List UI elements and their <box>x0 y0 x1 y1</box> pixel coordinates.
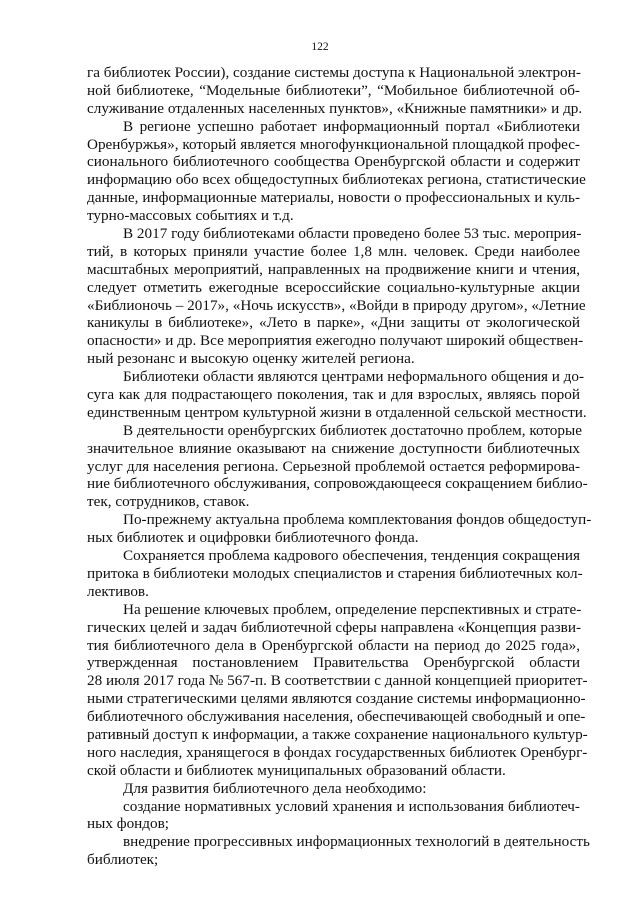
text-line: ными стратегическими целями являются создание системы информационно- <box>87 690 586 708</box>
text-line: тия библиотечного дела в Оренбургской области на период до 2025 года», <box>87 636 580 654</box>
text-line: опасности» и др. Все мероприятия ежегодно получают широкий обществен- <box>87 332 584 350</box>
text-line: единственным центром культурной жизни в отдаленной сельской местности. <box>87 403 587 421</box>
text-line: данные, информационные материалы, новости о профессиональных и куль- <box>87 189 580 207</box>
text-line: ние библиотечного обслуживания, сопровождающееся сокращением библио- <box>87 475 588 493</box>
text-line: Сохраняется проблема кадрового обеспечения, тенденция сокращения <box>123 547 580 565</box>
body-text <box>87 64 592 869</box>
text-line: лективов. <box>87 582 149 600</box>
text-line: информацию обо всех общедоступных библиотеках региона, статистические <box>87 171 586 189</box>
text-line: утвержденная постановлением Правительства Оренбургской области <box>87 654 580 672</box>
page-number: 122 <box>311 41 329 53</box>
text-line: В регионе успешно работает информационный портал «Библиотеки <box>123 117 580 135</box>
text-line: Для развития библиотечного дела необходимо: <box>123 779 427 797</box>
text-line: следует отметить ежегодные всероссийские социально-культурные акции <box>87 278 580 296</box>
text-line: создание нормативных условий хранения и использования библиотеч- <box>123 797 580 815</box>
text-line: библиотек; <box>87 851 159 869</box>
text-line: га библиотек России), создание системы доступа к Национальной электрон- <box>87 64 581 81</box>
text-line: 28 июля 2017 года № 567-п. В соответствии с данной концепцией приоритет- <box>87 672 588 690</box>
text-line: служивание отдаленных населенных пунктов», «Книжные памятники» и др. <box>87 99 583 117</box>
text-line: «Библионочь – 2017», «Ночь искусств», «Войди в природу другом», «Летние <box>87 296 586 314</box>
text-line: ной библиотеке, “Модельные библиотеки”, “Мобильное библиотечной об- <box>87 81 580 99</box>
text-line: масштабных мероприятий, направленных на продвижение книги и чтения, <box>87 260 580 278</box>
text-line: значительное влияние оказывают на снижение доступности библиотечных <box>87 439 580 457</box>
text-line: турно-массовых событиях и т.д. <box>87 207 294 225</box>
text-line: тек, сотрудников, ставок. <box>87 493 250 511</box>
text-line: В деятельности оренбургских библиотек достаточно проблем, которые <box>123 421 582 439</box>
text-line: ный резонанс и высокую оценку жителей региона. <box>87 350 415 368</box>
text-line: суга как для подрастающего поколения, так и для взрослых, являясь порой <box>87 386 580 404</box>
text-line: тий, в которых приняли участие более 1,8 млн. человек. Среди наиболее <box>87 242 580 260</box>
text-line: ных библиотек и оцифровки библиотечного фонда. <box>87 529 419 547</box>
text-line: ных фондов; <box>87 815 169 833</box>
text-line: ской области и библиотек муниципальных образований области. <box>87 761 506 779</box>
text-line: ративный доступ к информации, а также сохранение национального культур- <box>87 725 588 743</box>
text-line: По-прежнему актуальна проблема комплектования фондов общедоступ- <box>123 511 592 529</box>
text-line: сионального библиотечного сообщества Оренбургской области и содержит <box>87 153 580 171</box>
text-line: ного наследия, хранящегося в фондах государственных библиотек Оренбург- <box>87 743 588 761</box>
text-line: услуг для населения региона. Серьезной проблемой остается реформирова- <box>87 457 580 475</box>
text-line: В 2017 году библиотеками области проведено более 53 тыс. мероприя- <box>123 225 582 243</box>
text-line: каникулы в библиотеке», «Лето в парке», «Дни защиты от экологической <box>87 314 580 332</box>
text-line: гических целей и задач библиотечной сферы направлена «Концепция разви- <box>87 618 582 636</box>
text-line: притока в библиотеки молодых специалистов и старения библиотечных кол- <box>87 564 583 582</box>
text-line: Оренбуржья», который является многофункциональной площадкой профес- <box>87 135 580 153</box>
text-line: библиотечного обслуживания населения, обеспечивающей свободный и опе- <box>87 708 586 726</box>
text-line: Библиотеки области являются центрами неформального общения и до- <box>123 368 585 386</box>
text-line: внедрение прогрессивных информационных технологий в деятельность <box>123 833 590 851</box>
text-line: На решение ключевых проблем, определение перспективных и страте- <box>123 600 582 618</box>
